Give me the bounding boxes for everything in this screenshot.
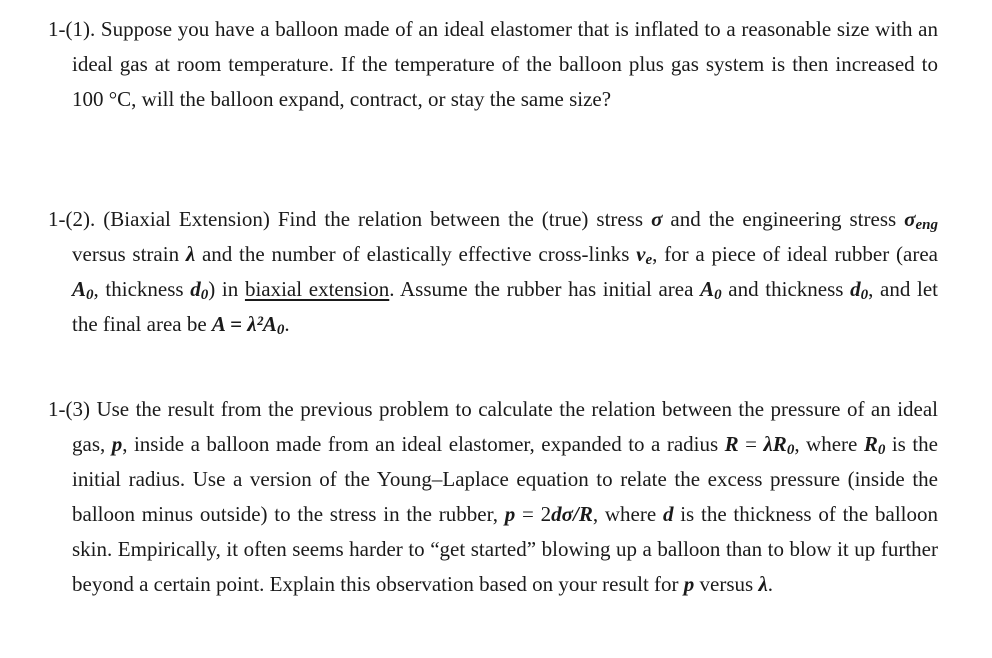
area-symbol: A bbox=[211, 312, 225, 336]
text-segment: versus bbox=[694, 572, 759, 596]
text-segment: ) in bbox=[208, 277, 245, 301]
text-segment: . bbox=[767, 572, 774, 596]
zero-subscript: 0 bbox=[86, 287, 94, 303]
text-segment: . bbox=[284, 312, 290, 336]
zero-subscript: 0 bbox=[786, 442, 795, 458]
text-segment: , thickness bbox=[93, 277, 191, 301]
pressure-symbol: p bbox=[111, 432, 123, 456]
nu-subscript: e bbox=[645, 252, 653, 268]
text-segment: , where bbox=[794, 432, 864, 456]
sigma-symbol: σ bbox=[651, 207, 663, 231]
text-segment: and the number of elastically effective cross-links bbox=[195, 242, 637, 266]
eng-subscript: eng bbox=[915, 217, 938, 233]
thickness-symbol: d bbox=[662, 502, 674, 526]
problem-1-3 bbox=[48, 392, 938, 602]
zero-subscript: 0 bbox=[276, 322, 285, 338]
slash: / bbox=[572, 502, 579, 526]
zero-subscript: 0 bbox=[860, 287, 869, 303]
radius-symbol: R bbox=[724, 432, 739, 456]
problem-number: 1-(1). bbox=[48, 17, 96, 41]
sigma-eng-symbol: σ bbox=[904, 207, 916, 231]
zero-subscript: 0 bbox=[714, 287, 722, 303]
text-segment: is the thickness of the balloon skin. Empirically, it often seems harder to “get started” blowing up a balloon than to blow it up further beyond a certain point. Explain this observation based on your result for bbox=[72, 502, 938, 596]
text-segment: , for a piece of ideal rubber (area bbox=[652, 242, 938, 266]
area-symbol: A bbox=[262, 312, 277, 336]
lambda-symbol: λ bbox=[185, 242, 196, 266]
text-segment: versus strain bbox=[72, 242, 186, 266]
zero-subscript: 0 bbox=[200, 287, 209, 303]
text-segment: is the initial radius. Use a version of the Young–Laplace equation to relate the excess pressure (inside the balloon minus outside) to the stress in the rubber, bbox=[72, 432, 938, 526]
thickness-symbol: d bbox=[190, 277, 201, 301]
equation-mid: = λ² bbox=[224, 312, 263, 336]
lambda-symbol: λ bbox=[758, 572, 768, 596]
text-segment: Use the result from the previous problem to calculate the relation between the pressure of an ideal gas, bbox=[72, 397, 939, 456]
problem-text: Suppose you have a balloon made of an ideal elastomer that is inflated to a reasonable size with an ideal gas at room temperature. If the temperature of the balloon plus gas system is then increased to 100 °C, will the balloon expand, contract, or stay the same size? bbox=[72, 17, 939, 111]
area-symbol: A bbox=[700, 277, 715, 301]
zero-subscript: 0 bbox=[877, 442, 886, 458]
d-sigma-symbol: dσ bbox=[551, 502, 573, 526]
problem-number: 1-(2). bbox=[48, 207, 96, 231]
problem-1-2 bbox=[48, 202, 938, 342]
problem-1-1 bbox=[48, 12, 938, 117]
text-segment: and the engineering stress bbox=[662, 207, 905, 231]
text-segment: and thickness bbox=[721, 277, 851, 301]
radius-symbol: R bbox=[578, 502, 593, 526]
text-segment: (Biaxial Extension) Find the relation between the (true) stress bbox=[103, 207, 652, 231]
problem-number: 1-(3) bbox=[48, 397, 90, 421]
area-symbol: A bbox=[72, 277, 87, 301]
text-segment: = bbox=[738, 432, 764, 456]
underlined-term: biaxial extension bbox=[244, 277, 390, 301]
text-segment: , where bbox=[592, 502, 663, 526]
text-segment: , and let the final area be bbox=[72, 277, 939, 336]
equation-text: = 2 bbox=[515, 502, 552, 526]
thickness-symbol: d bbox=[850, 277, 861, 301]
radius-symbol: R bbox=[863, 432, 878, 456]
pressure-symbol: p bbox=[683, 572, 695, 596]
pressure-symbol: p bbox=[504, 502, 516, 526]
text-segment: . Assume the rubber has initial area bbox=[389, 277, 701, 301]
text-segment: , inside a balloon made from an ideal elastomer, expanded to a radius bbox=[122, 432, 725, 456]
nu-symbol: ν bbox=[636, 242, 646, 266]
lambda-r-symbol: λR bbox=[763, 432, 787, 456]
